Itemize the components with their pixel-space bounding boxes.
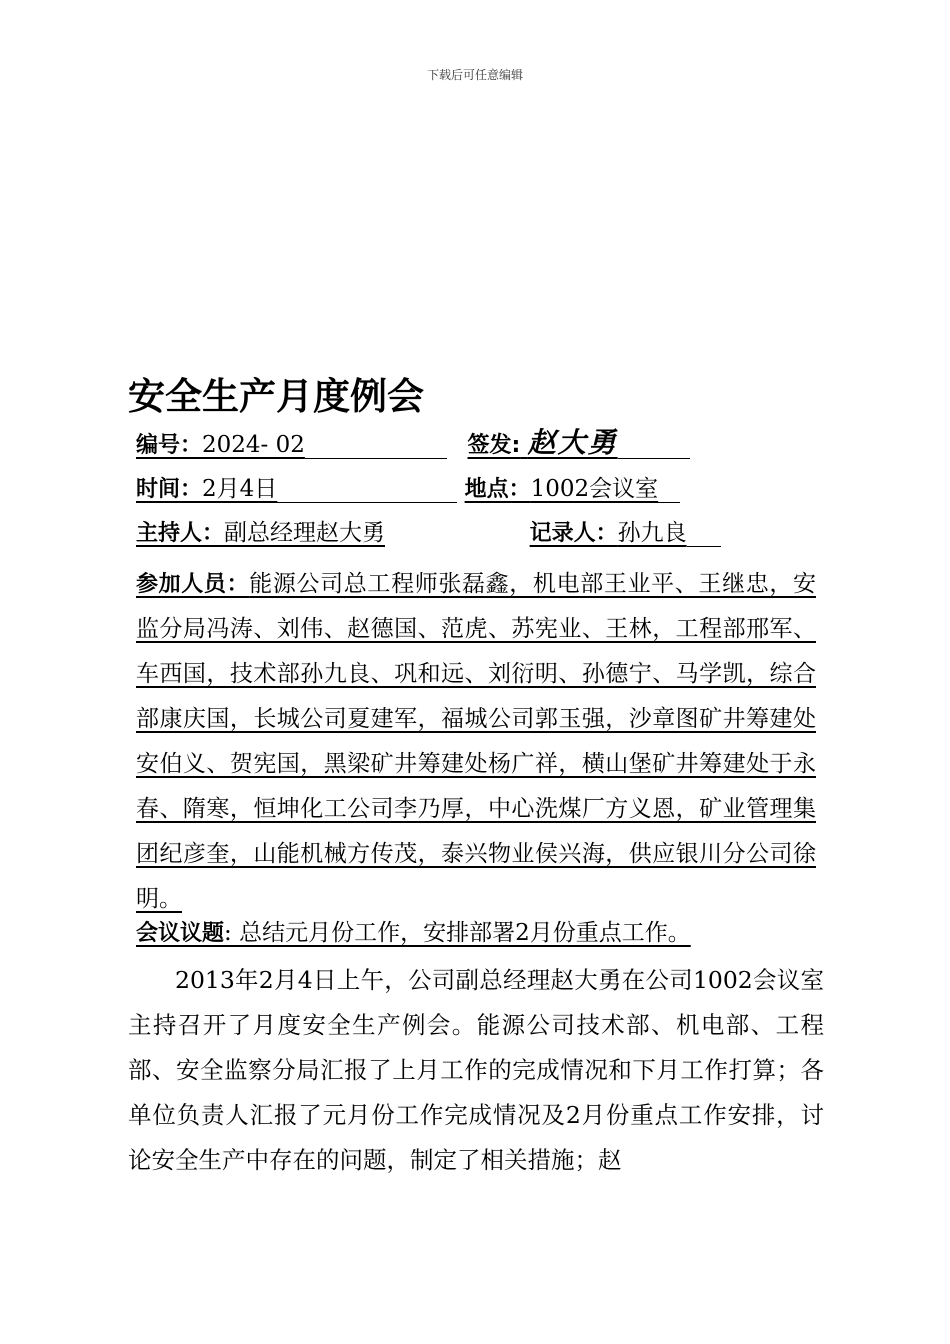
topic-label: 会议议题 xyxy=(136,921,225,946)
meta-row-host xyxy=(136,518,721,549)
number-fill-line xyxy=(305,434,447,459)
meta-row-time xyxy=(136,474,680,505)
attendees-label: 参加人员： xyxy=(136,572,250,597)
header-note: 下载后可任意编辑 xyxy=(426,68,523,82)
attendees-block xyxy=(136,562,816,922)
place-fill-line xyxy=(658,478,680,503)
place-label: 地点： xyxy=(464,477,531,502)
recorder-fill-line xyxy=(687,522,721,547)
host-value: 副总经理赵大勇 xyxy=(224,520,386,546)
host-label: 主持人： xyxy=(136,521,225,546)
attendees-text: 能源公司总工程师张磊鑫，机电部王业平、王继忠，安监分局冯涛、刘伟、赵德国、范虎、苏宪业、王林，工程部邢军、车西国，技术部孙九良、巩和远、刘衍明、孙德宁、马学凯，综合部康庆国，长城公司夏建军，福城公司郭玉强，沙章图矿井筹建处安伯义、贺宪国，黑梁矿井筹建处杨广祥，横山堡矿井筹建处于永春、隋寒，恒坤化工公司李乃厚，中心洗煤厂方义恩，矿业管理集团纪彦奎，山能机械方传茂，泰兴物业侯兴海，供应银川分公司徐明。 xyxy=(136,571,816,912)
number-value: 2024- 02 xyxy=(202,432,305,458)
topic-text: : 总结元月份工作，安排部署2月份重点工作。 xyxy=(224,920,691,946)
issuer-fill-line xyxy=(618,434,690,459)
issuer-label: 签发: xyxy=(467,433,521,458)
meeting-topic xyxy=(136,918,691,949)
meta-row-number xyxy=(136,428,690,461)
issuer-signature: 赵大勇 xyxy=(527,426,618,459)
time-value: 2月4日 xyxy=(202,476,278,502)
recorder-value: 孙九良 xyxy=(617,520,687,546)
body-paragraph: 2013年2月4日上午，公司副总经理赵大勇在公司1002会议室主持召开了月度安全生产例会。能源公司技术部、机电部、工程部、安全监察分局汇报了上月工作的完成情况和下月工作打算；各单位负责人汇报了元月份工作完成情况及2月份重点工作安排，讨论安全生产中存在的问题，制定了相关措施；赵 xyxy=(128,966,824,1174)
page-title: 安全生产月度例会 xyxy=(128,374,424,418)
place-value: 1002会议室 xyxy=(530,476,659,502)
number-label: 编号： xyxy=(136,433,203,458)
time-label: 时间： xyxy=(136,477,203,502)
time-fill-line xyxy=(277,478,457,503)
recorder-label: 记录人： xyxy=(529,521,618,546)
